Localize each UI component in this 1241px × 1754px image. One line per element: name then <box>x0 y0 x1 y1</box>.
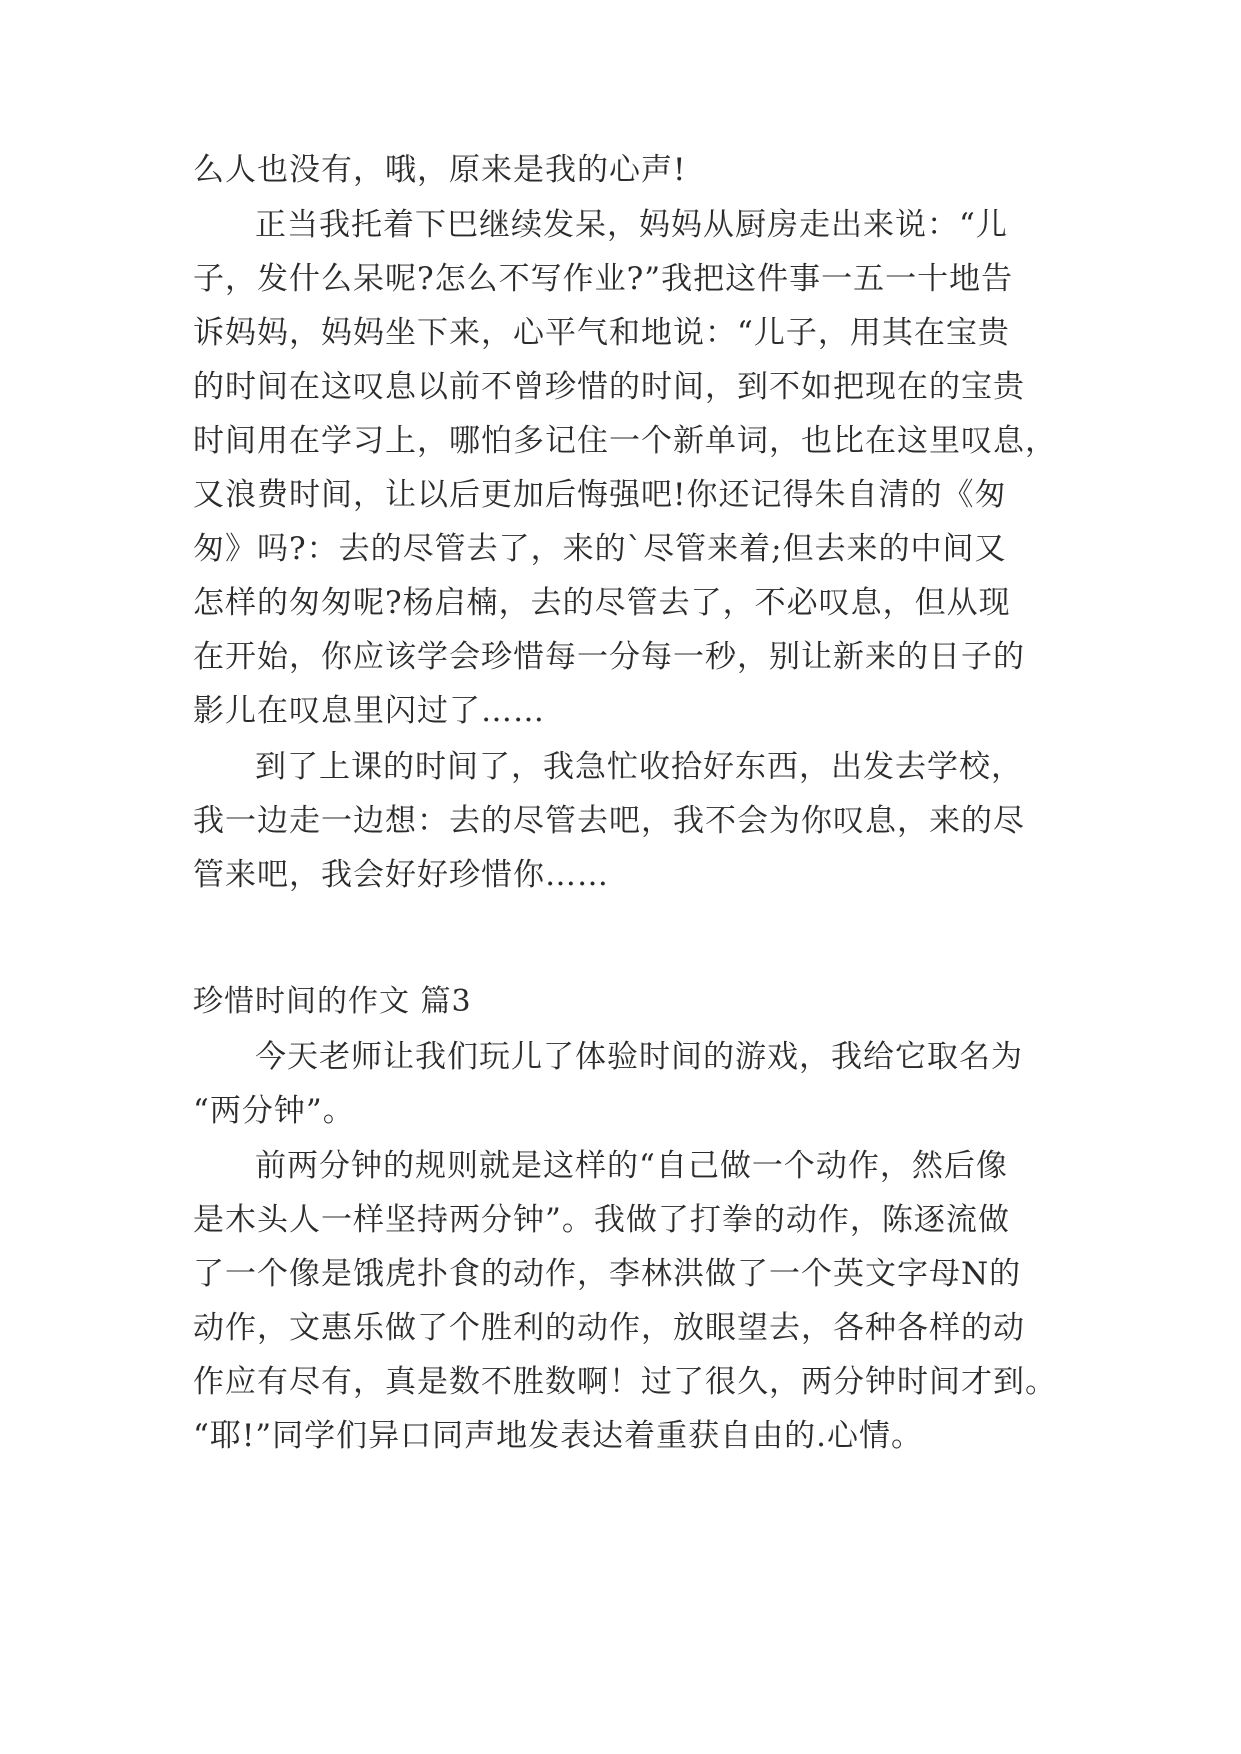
text-line: 子，发什么呆呢?怎么不写作业?”我把这件事一五一十地告 <box>193 261 1014 297</box>
text-line: 么人也没有，哦，原来是我的心声! <box>193 152 687 188</box>
text-line: 我一边走一边想：去的尽管去吧，我不会为你叹息，来的尽 <box>193 803 1025 839</box>
paragraph-first-line: 正当我托着下巴继续发呆，妈妈从厨房走出来说：“儿 <box>255 207 1008 243</box>
text-line: 是木头人一样坚持两分钟”。我做了打拳的动作，陈逐流做 <box>193 1202 1010 1238</box>
text-line: 又浪费时间，让以后更加后悔强吧!你还记得朱自清的《匆 <box>193 477 1007 513</box>
text-line: 在开始，你应该学会珍惜每一分每一秒，别让新来的日子的 <box>193 639 1025 675</box>
text-line: 动作，文惠乐做了个胜利的动作，放眼望去，各种各样的动 <box>193 1310 1025 1346</box>
text-line: 时间用在学习上，哪怕多记住一个新单词，也比在这里叹息， <box>193 423 1057 459</box>
text-line: “两分钟”。 <box>193 1093 355 1129</box>
text-line: “耶!”同学们异口同声地发表达着重获自由的.心情。 <box>193 1418 924 1454</box>
text-line: 匆》吗?：去的尽管去了，来的`尽管来着;但去来的中间又 <box>193 531 1007 567</box>
paragraph-first-line: 前两分钟的规则就是这样的“自己做一个动作，然后像 <box>255 1148 1008 1184</box>
text-line: 怎样的匆匆呢?杨启楠，去的尽管去了，不必叹息，但从现 <box>193 585 1011 621</box>
text-line: 作应有尽有，真是数不胜数啊！过了很久，两分钟时间才到。 <box>193 1364 1057 1400</box>
paragraph-first-line: 到了上课的时间了，我急忙收拾好东西，出发去学校， <box>255 749 1023 785</box>
text-line: 影儿在叹息里闪过了…… <box>193 693 545 729</box>
text-line: 了一个像是饿虎扑食的动作，李林洪做了一个英文字母N的 <box>193 1256 1022 1292</box>
section-heading: 珍惜时间的作文 篇3 <box>193 984 472 1019</box>
text-line: 诉妈妈，妈妈坐下来，心平气和地说：“儿子，用其在宝贵 <box>193 315 1010 351</box>
text-line: 的时间在这叹息以前不曾珍惜的时间，到不如把现在的宝贵 <box>193 369 1025 405</box>
paragraph-first-line: 今天老师让我们玩儿了体验时间的游戏，我给它取名为 <box>255 1039 1023 1075</box>
text-line: 管来吧，我会好好珍惜你…… <box>193 857 609 893</box>
